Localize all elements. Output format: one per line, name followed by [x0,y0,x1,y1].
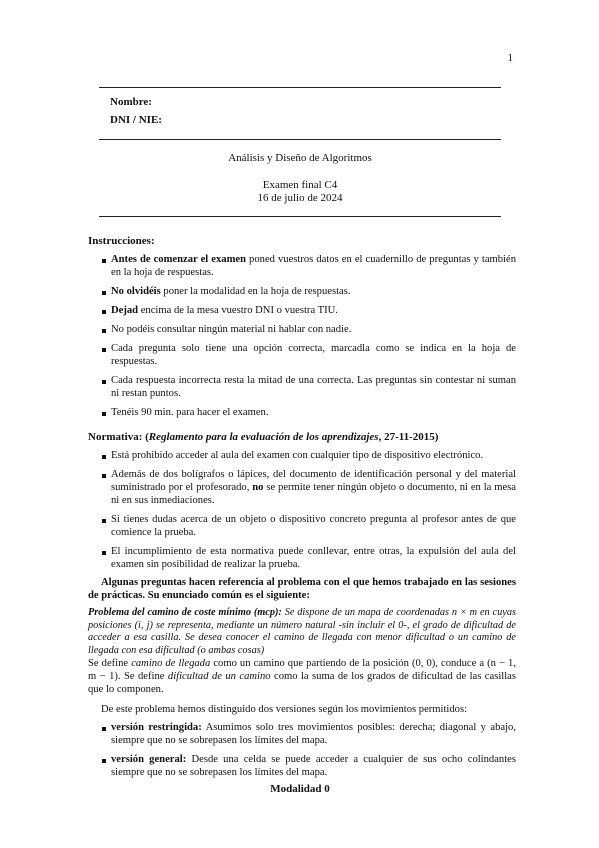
version-text: Desde una celda se puede acceder a cualquier de sus ocho colindantes siempre que no se sobrepasen los límites del mapa. [111,754,516,778]
course-title: Análisis y Diseño de Algoritmos [228,152,372,164]
bullet [102,259,106,263]
version-item [111,721,516,747]
normativa-bold: no [252,482,264,493]
modalidad: Modalidad 0 [270,783,330,795]
normativa-item: El incumplimiento de esta normativa puede conllevar, entre otras, la expulsión del aula del examen sin posibilidad de realizar la prueba. [111,546,516,570]
problem-statement [88,607,516,657]
version-name: versión restringida: [111,722,202,733]
definitions [88,657,516,696]
normativa-label: Normativa: [88,431,143,443]
version-item [111,753,516,779]
instruction-item [111,304,516,317]
bullet [102,291,106,295]
instructions-title: Instrucciones: [88,235,155,247]
instruction-text: poner la modalidad en la hoja de respuestas. [160,286,351,297]
problem-text: Se dispone de un mapa de coordenadas n × m en cuyas posiciones (i, j) se representa, mediante un número natural -sin incluir el 0-, el grado de dificultad de acceder a esa casilla. Se desea conocer el camino de llegada con menor dificultad o un camino de llegada con esa dificultad (o ambas cosas) [88,607,516,656]
bullet [102,551,106,555]
instruction-text: poned vuestros datos en el cuadernillo de preguntas y también en la hoja de respuestas. [111,254,516,278]
normativa-regulation: Reglamento para la evaluación de los aprendizajes [148,431,379,443]
def-term: camino de llegada [131,658,211,669]
exam-title: Examen final C4 [262,179,338,191]
version-text: Asumimos solo tres movimientos posibles: derecha; diagonal y abajo, siempre que no se sobrepasen los límites del mapa. [111,722,516,746]
header-rule-bottom [99,216,501,217]
bullet [102,474,106,478]
instruction-item: Cada respuesta incorrecta resta la mitad de una correcta. Las preguntas sin contestar ni suman ni restan puntos. [111,375,516,399]
instruction-bold: Dejad [111,305,139,316]
def-text: como la suma de los grados de dificultad de las casillas que lo componen. [88,671,516,695]
normativa-item [111,468,516,507]
name-label: Nombre: [110,96,152,108]
exam-date: 16 de julio de 2024 [257,192,343,204]
version-name: versión general: [111,754,187,765]
def-text: Se define [88,658,132,669]
instruction-item: Tenéis 90 min. para hacer el examen. [111,407,269,418]
def-text: como un camino que partiendo de la posición (0, 0), conduce a (n − 1, m − 1). Se define [88,658,516,682]
bullet [102,380,106,384]
bullet [102,455,106,459]
normativa-date: , 27-11-2015) [378,431,439,443]
header-rule-middle [99,139,501,140]
bullet [102,759,106,763]
problem-intro: Algunas preguntas hacen referencia al problema con el que hemos trabajado en las sesiones de prácticas. Su enunciado común es el siguiente: [88,577,516,601]
bullet [102,519,106,523]
header-rule-top [99,87,501,88]
dni-label: DNI / NIE: [110,114,162,126]
instruction-item: Cada pregunta solo tiene una opción correcta, marcadla como se indica en la hoja de respuestas. [111,343,516,367]
bullet [102,310,106,314]
normativa-text: Además de dos bolígrafos o lápices, del documento de identificación personal y del material suministrado por el profesorado, [111,469,516,493]
instruction-bold: Antes de comenzar el examen [111,254,246,265]
bullet [102,727,106,731]
instruction-item [111,253,516,279]
bullet [102,348,106,352]
page-number: 1 [507,52,513,64]
instruction-item: No podéis consultar ningún material ni hablar con nadie. [111,324,352,335]
instruction-bold: No olvidéis [111,286,161,297]
normativa-text: se permite tener ningún objeto o documento, ni en la mesa ni en sus inmediaciones. [111,482,516,506]
normativa-item: Está prohibido acceder al aula del examen con cualquier tipo de dispositivo electrónico. [111,450,484,461]
def-term: dificultad de un camino [167,671,271,682]
versions-intro: De este problema hemos distinguido dos versiones según los movimientos permitidos: [101,704,468,715]
instruction-text: encima de la mesa vuestro DNI o vuestra TIU. [138,305,338,316]
bullet [102,329,106,333]
instruction-item [111,285,516,298]
normativa-item: Si tienes dudas acerca de un objeto o dispositivo concreto pregunta al profesor antes de que comience la prueba. [111,514,516,538]
normativa-paren: ( [142,431,149,443]
normativa-title [88,431,438,443]
problem-title: Problema del camino de coste mínimo (mcp): [88,607,282,618]
bullet [102,412,106,416]
